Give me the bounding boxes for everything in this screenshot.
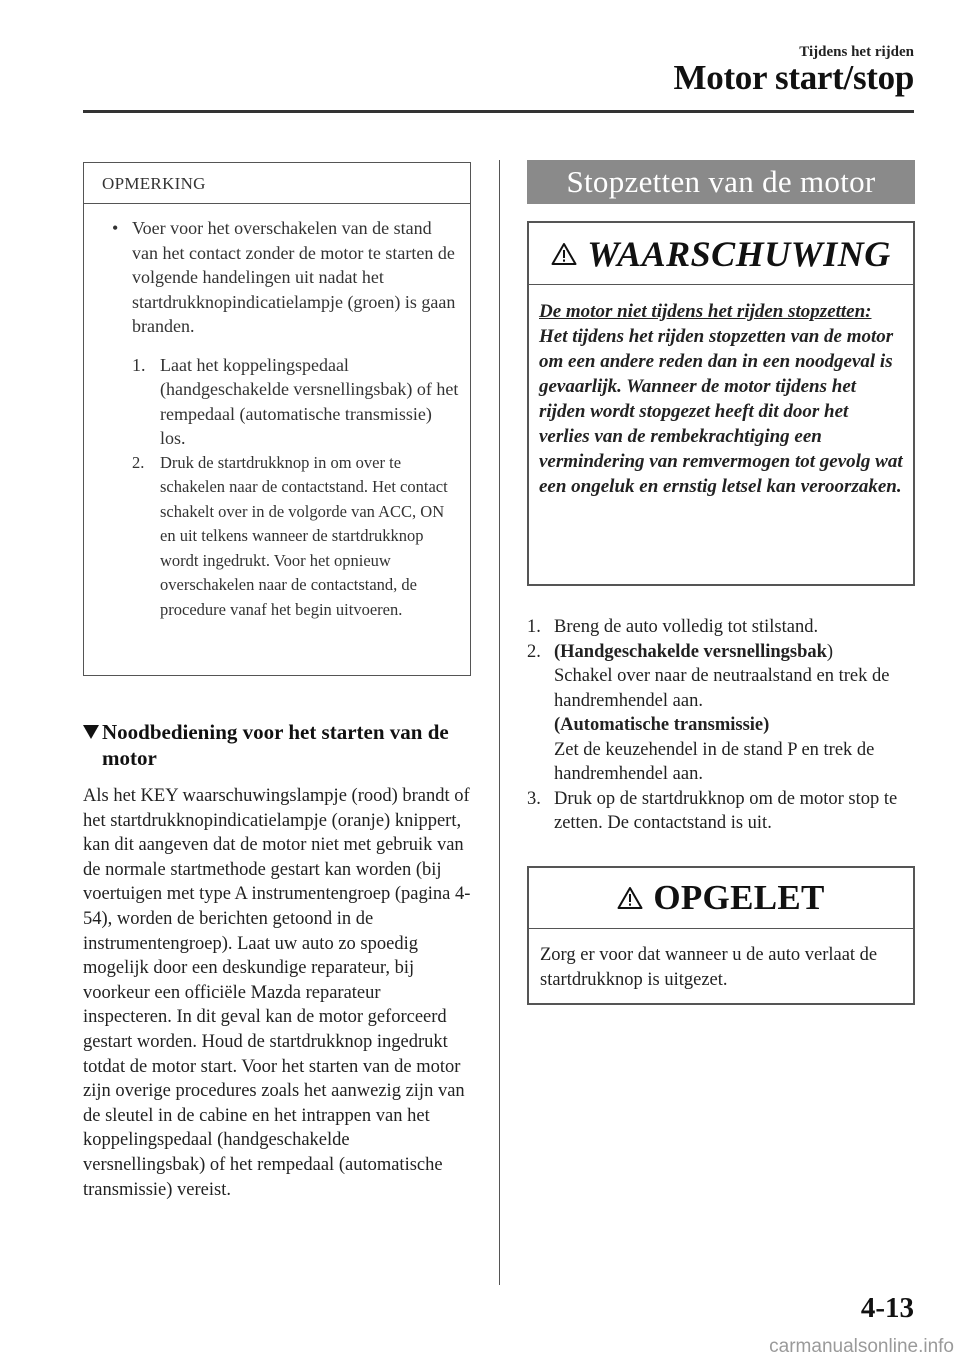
note-body: [84, 204, 470, 622]
stop-steps: [527, 615, 917, 836]
step-text: Breng de auto volledig tot stilstand.: [554, 617, 819, 637]
auto-text: Zet de keuzehendel in de stand P en trek de handremhendel aan.: [554, 739, 875, 784]
page-title: Motor start/stop: [673, 58, 914, 97]
note-bullet: [106, 216, 460, 339]
step-number: 1.: [132, 354, 146, 375]
manual-label: (Handgeschakelde versnellingsbak: [554, 641, 827, 662]
step-number: 3.: [527, 788, 541, 809]
note-step-2: [132, 451, 460, 623]
step-text: Laat het koppelingspedaal (handgeschakelde versnellingsbak) of het rempedaal (automatische transmissie) los.: [160, 354, 459, 448]
warning-box: [527, 221, 915, 586]
stop-step-3: [527, 787, 917, 836]
step-text: Druk de startdrukknop in om over te schakelen naar de contactstand. Het contact schakelt over in de volgorde van ACC, ON en uit telkens wanneer de startdrukknop wordt ingedrukt. Voor het opnieuw overschakelen naar de contactstand, de procedure vanaf het begin uitvoeren.: [160, 452, 448, 619]
caution-label: OPGELET: [653, 878, 825, 917]
warning-body: [529, 285, 913, 499]
warning-label: WAARSCHUWING: [587, 233, 891, 274]
step-text: Druk op de startdrukknop om de motor stop te zetten. De contactstand is uit.: [554, 788, 898, 833]
warning-triangle-icon: [551, 242, 577, 266]
manual-text: Schakel over naar de neutraalstand en trek de handremhendel aan.: [554, 666, 890, 711]
emergency-paragraph: Als het KEY waarschuwingslampje (rood) brandt of het startdrukknopindicatielampje (oranje) knippert, kan dit aangeven dat de motor niet met gebruik van de normale startmethode gestart kan worden (bij voertuigen met type A instrumentengroep (pagina 4-54), worden de berichten getoond in de instrumentengroep). Laat uw auto zo spoedig mogelijk door een deskundige reparateur, bij voorkeur een officiële Mazda reparateur inspecteren. In dit geval kan de motor geforceerd gestart worden. Houd de startdrukknop ingedrukt totdat de motor start. Voor het starten van de motor zijn overige procedures zoals het aanwezig zijn van de sleutel in de cabine en het intrappen van het koppelingspedaal (handgeschakelde versnellingsbak) of het rempedaal (automatische transmissie) vereist.: [83, 786, 471, 1200]
stop-step-1: [527, 615, 917, 640]
triangle-down-icon: [83, 725, 99, 739]
caution-box: [527, 866, 915, 1005]
column-divider: [499, 160, 500, 1285]
step-number: 2.: [132, 452, 145, 472]
stop-step-2: [527, 640, 917, 787]
caution-heading: [529, 868, 913, 929]
bullet-mark: •: [112, 218, 119, 238]
note-step-1: [132, 353, 460, 451]
section-title: Stopzetten van de motor: [527, 160, 915, 204]
step-number: 1.: [527, 617, 541, 637]
step-number: 2.: [527, 641, 541, 662]
emergency-heading: [83, 719, 483, 771]
note-bullet-text: Voer voor het overschakelen van de stand van het contact zonder de motor te starten de volgende handelingen uit nadat het startdrukknopindicatielampje (groen) is gaan branden.: [132, 218, 456, 336]
note-box: [83, 162, 471, 676]
emergency-heading-text: Noodbediening voor het starten van de motor: [102, 720, 449, 770]
manual-label-close: ): [826, 641, 834, 662]
note-heading: OPMERKING: [84, 163, 470, 204]
auto-label: (Automatische transmissie): [554, 715, 770, 735]
watermark: carmanualsonline.info: [769, 1336, 954, 1357]
warning-triangle-icon: [617, 886, 643, 910]
note-steps: [106, 353, 460, 623]
manual-label-line: [554, 640, 917, 665]
warning-heading: [529, 223, 913, 285]
page-number: 4-13: [860, 1292, 914, 1324]
header-divider: [83, 110, 914, 113]
caution-text: Zorg er voor dat wanneer u de auto verlaat de startdrukknop is uitgezet.: [540, 945, 878, 990]
section-label: Tijdens het rijden: [799, 44, 914, 60]
warning-subtitle: De motor niet tijdens het rijden stopzetten:: [539, 301, 872, 322]
warning-text: Het tijdens het rijden stopzetten van de motor om een andere reden dan in een noodgeval is gevaarlijk. Wanneer de motor tijdens het rijden wordt stopgezet heeft dit door het verlies van de rembekrachtiging een vermindering van remvermogen tot gevolg wat een ongeluk en ernstig letsel kan veroorzaken.: [539, 326, 903, 497]
